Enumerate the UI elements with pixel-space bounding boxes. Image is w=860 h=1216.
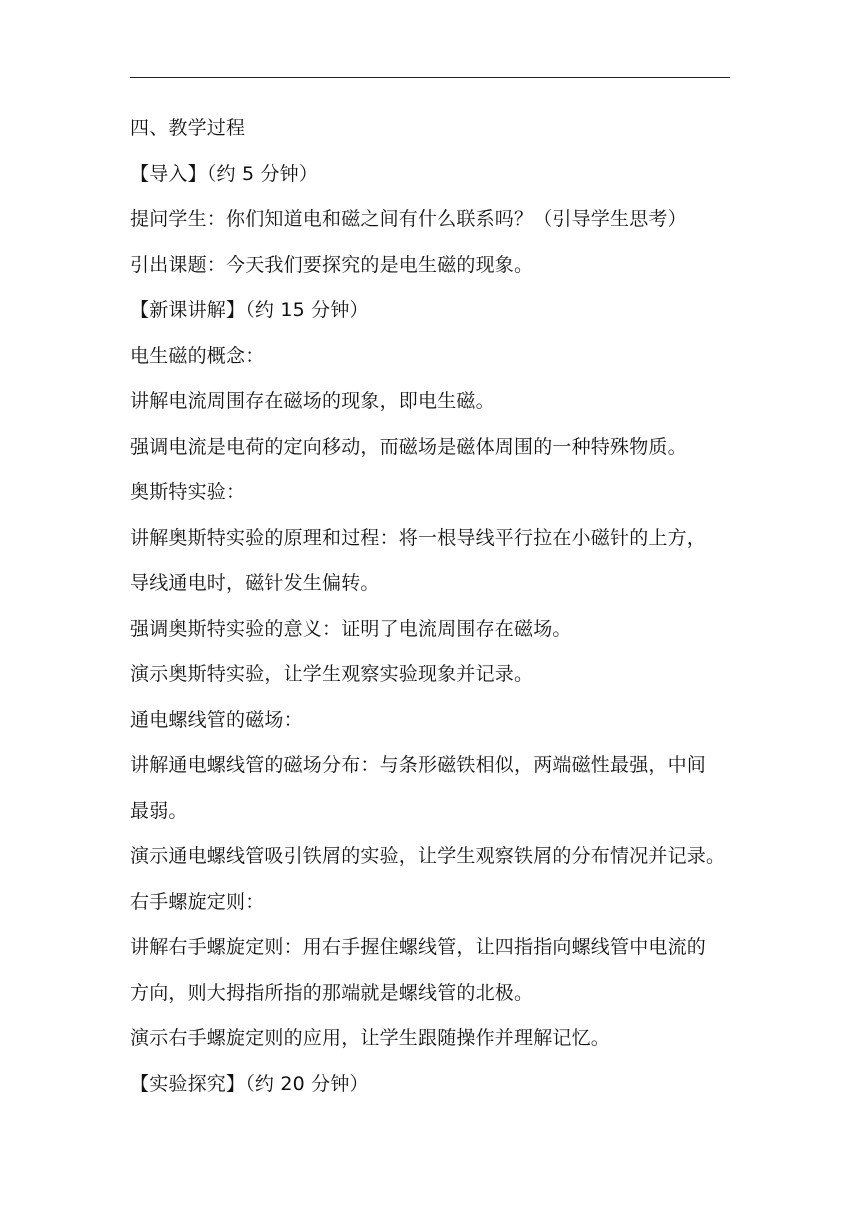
paragraph: 讲解通电螺线管的磁场分布：与条形磁铁相似，两端磁性最强，中间: [130, 754, 707, 776]
paragraph: 演示通电螺线管吸引铁屑的实验，让学生观察铁屑的分布情况并记录。: [130, 845, 726, 867]
paragraph: 讲解奥斯特实验的原理和过程：将一根导线平行拉在小磁针的上方，: [130, 526, 707, 549]
section-heading: 四、教学过程: [130, 117, 246, 139]
paragraph: 强调电流是电荷的定向移动，而磁场是磁体周围的一种特殊物质。: [130, 435, 687, 458]
topic-heading: 通电螺线管的磁场：: [130, 708, 303, 731]
topic-heading: 奥斯特实验：: [130, 481, 246, 503]
header-rule: [130, 77, 730, 78]
document-body: [130, 106, 740, 1107]
paragraph: 导线通电时，磁针发生偏转。: [130, 572, 380, 594]
paragraph: 强调奥斯特实验的意义：证明了电流周围存在磁场。: [130, 617, 572, 640]
paragraph: 提问学生：你们知道电和磁之间有什么联系吗？（引导学生思考）: [130, 208, 687, 230]
subsection-heading-intro: 【导入】（约 5 分钟）: [130, 162, 319, 185]
paragraph: 演示奥斯特实验，让学生观察实验现象并记录。: [130, 663, 534, 685]
paragraph: 演示右手螺旋定则的应用，让学生跟随操作并理解记忆。: [130, 1027, 611, 1049]
subsection-heading-lesson: 【新课讲解】（约 15 分钟）: [130, 299, 369, 321]
paragraph: 引出课题：今天我们要探究的是电生磁的现象。: [130, 253, 534, 276]
paragraph: 讲解电流周围存在磁场的现象，即电生磁。: [130, 390, 495, 412]
topic-heading: 电生磁的概念：: [130, 344, 265, 367]
paragraph: 方向，则大拇指所指的那端就是螺线管的北极。: [130, 981, 534, 1004]
paragraph: 讲解右手螺旋定则：用右手握住螺线管，让四指指向螺线管中电流的: [130, 936, 707, 958]
subsection-heading-experiment: 【实验探究】（约 20 分钟）: [130, 1072, 369, 1095]
paragraph: 最弱。: [130, 799, 188, 822]
topic-heading: 右手螺旋定则：: [130, 890, 265, 913]
